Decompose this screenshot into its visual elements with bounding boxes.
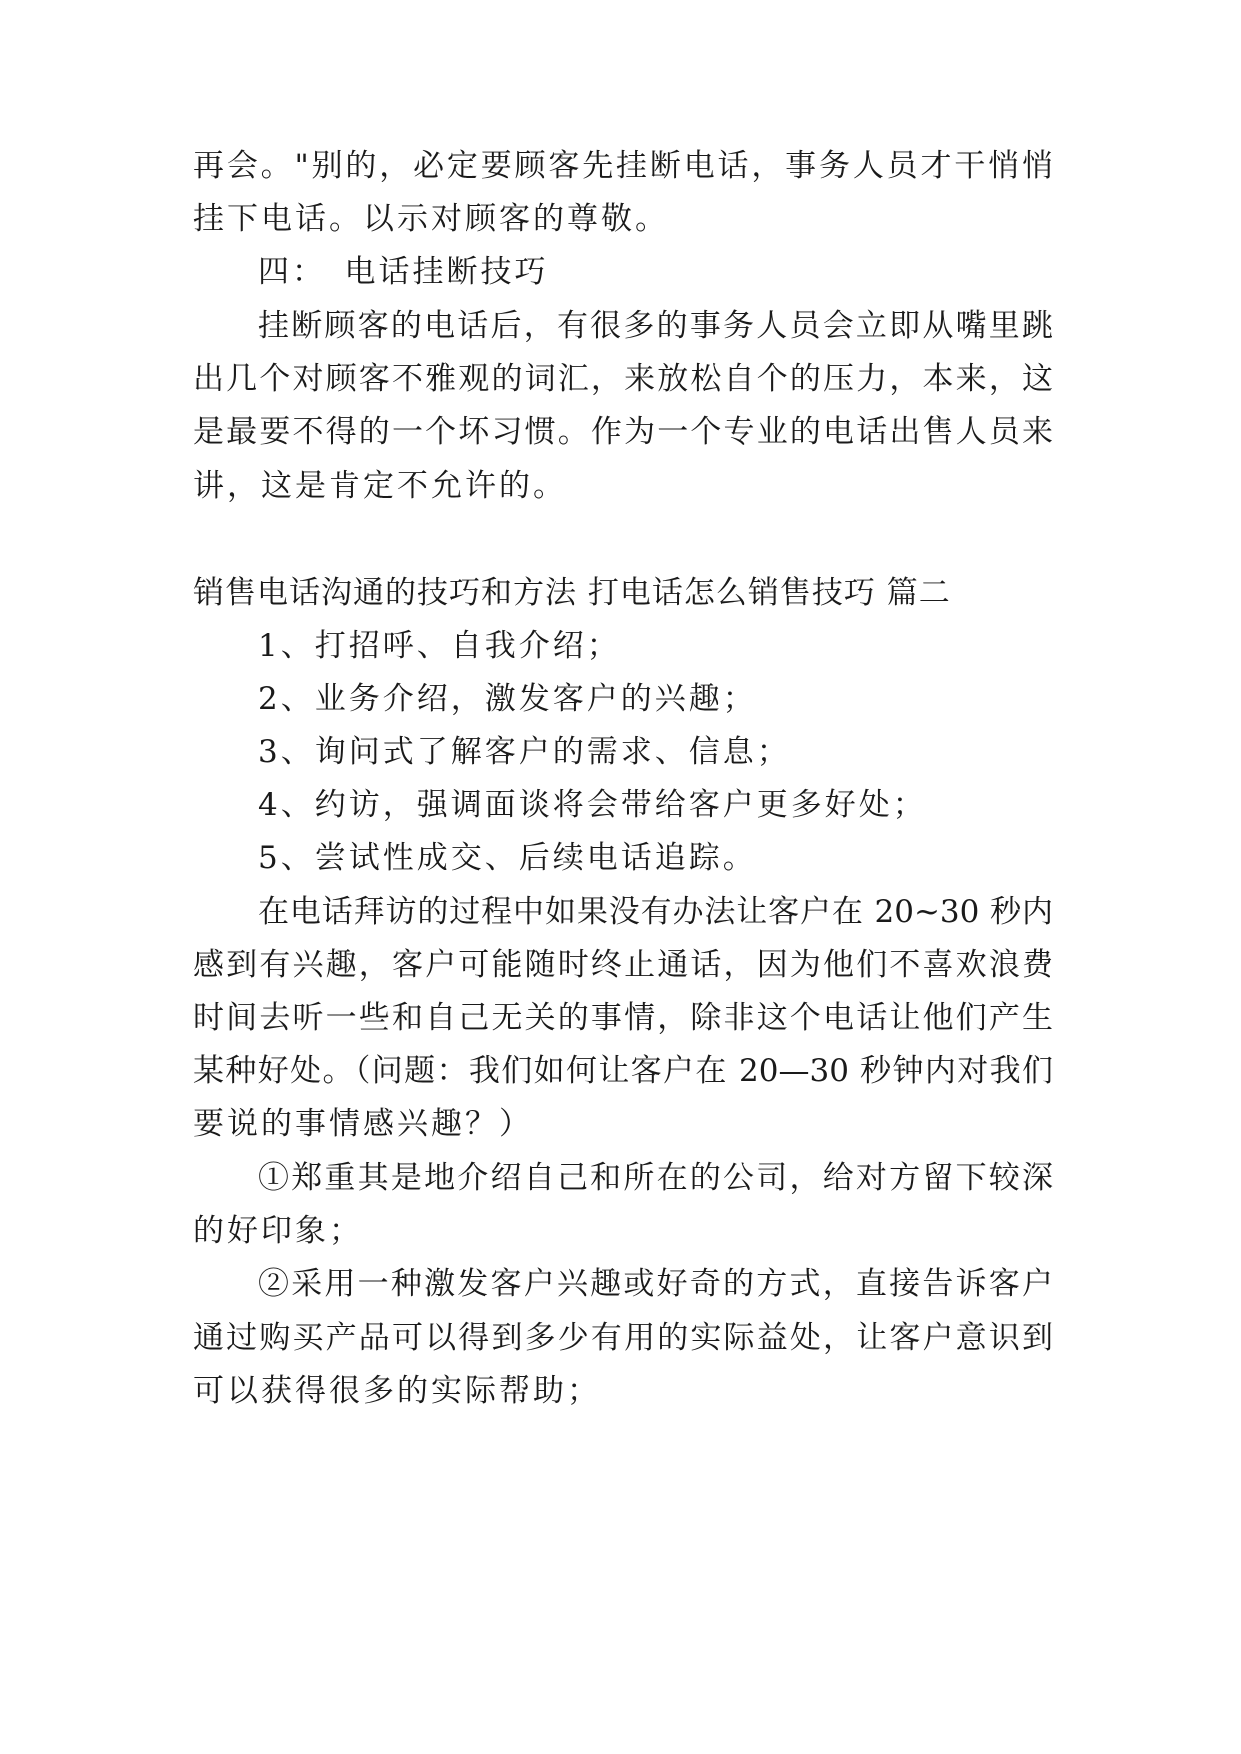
paragraph-line: 通过购买产品可以得到多少有用的实际益处，让客户意识到 [193,1320,1053,1356]
paragraph-line: 的好印象； [193,1213,363,1249]
paragraph-line: ②采用一种激发客户兴趣或好奇的方式，直接告诉客户 [258,1266,1053,1302]
paragraph-line: 感到有兴趣，客户可能随时终止通话，因为他们不喜欢浪费 [193,947,1053,983]
step-item: 4、约访，强调面谈将会带给客户更多好处； [258,787,927,823]
paragraph-line: 某种好处。（问题：我们如何让客户在 20—30 秒钟内对我们 [193,1053,1053,1089]
paragraph-line: 讲，这是肯定不允许的。 [193,468,567,504]
step-item: 3、询问式了解客户的需求、信息； [258,734,791,770]
paragraph-line: 在电话拜访的过程中如果没有办法让客户在 20~30 秒内 [258,894,1053,930]
step-item: 5、尝试性成交、后续电话追踪。 [258,840,757,876]
paragraph-line: 可以获得很多的实际帮助； [193,1373,601,1409]
section-heading: 四： 电话挂断技巧 [258,254,549,290]
paragraph-line: 要说的事情感兴趣？） [193,1106,533,1142]
step-item: 2、业务介绍，激发客户的兴趣； [258,681,757,717]
paragraph-line: 是最要不得的一个坏习惯。作为一个专业的电话出售人员来 [193,414,1053,450]
paragraph-line: 挂下电话。以示对顾客的尊敬。 [193,201,669,237]
step-item: 1、打招呼、自我介绍； [258,628,621,664]
section-title: 销售电话沟通的技巧和方法 打电话怎么销售技巧 篇二 [193,575,951,611]
paragraph-line: 再会。"别的，必定要顾客先挂断电话，事务人员才干悄悄 [193,148,1053,184]
paragraph-line: 挂断顾客的电话后，有很多的事务人员会立即从嘴里跳 [258,308,1053,344]
paragraph-line: ①郑重其是地介绍自己和所在的公司，给对方留下较深 [258,1160,1053,1196]
paragraph-line: 出几个对顾客不雅观的词汇，来放松自个的压力，本来，这 [193,361,1053,397]
paragraph-line: 时间去听一些和自己无关的事情，除非这个电话让他们产生 [193,1000,1053,1036]
